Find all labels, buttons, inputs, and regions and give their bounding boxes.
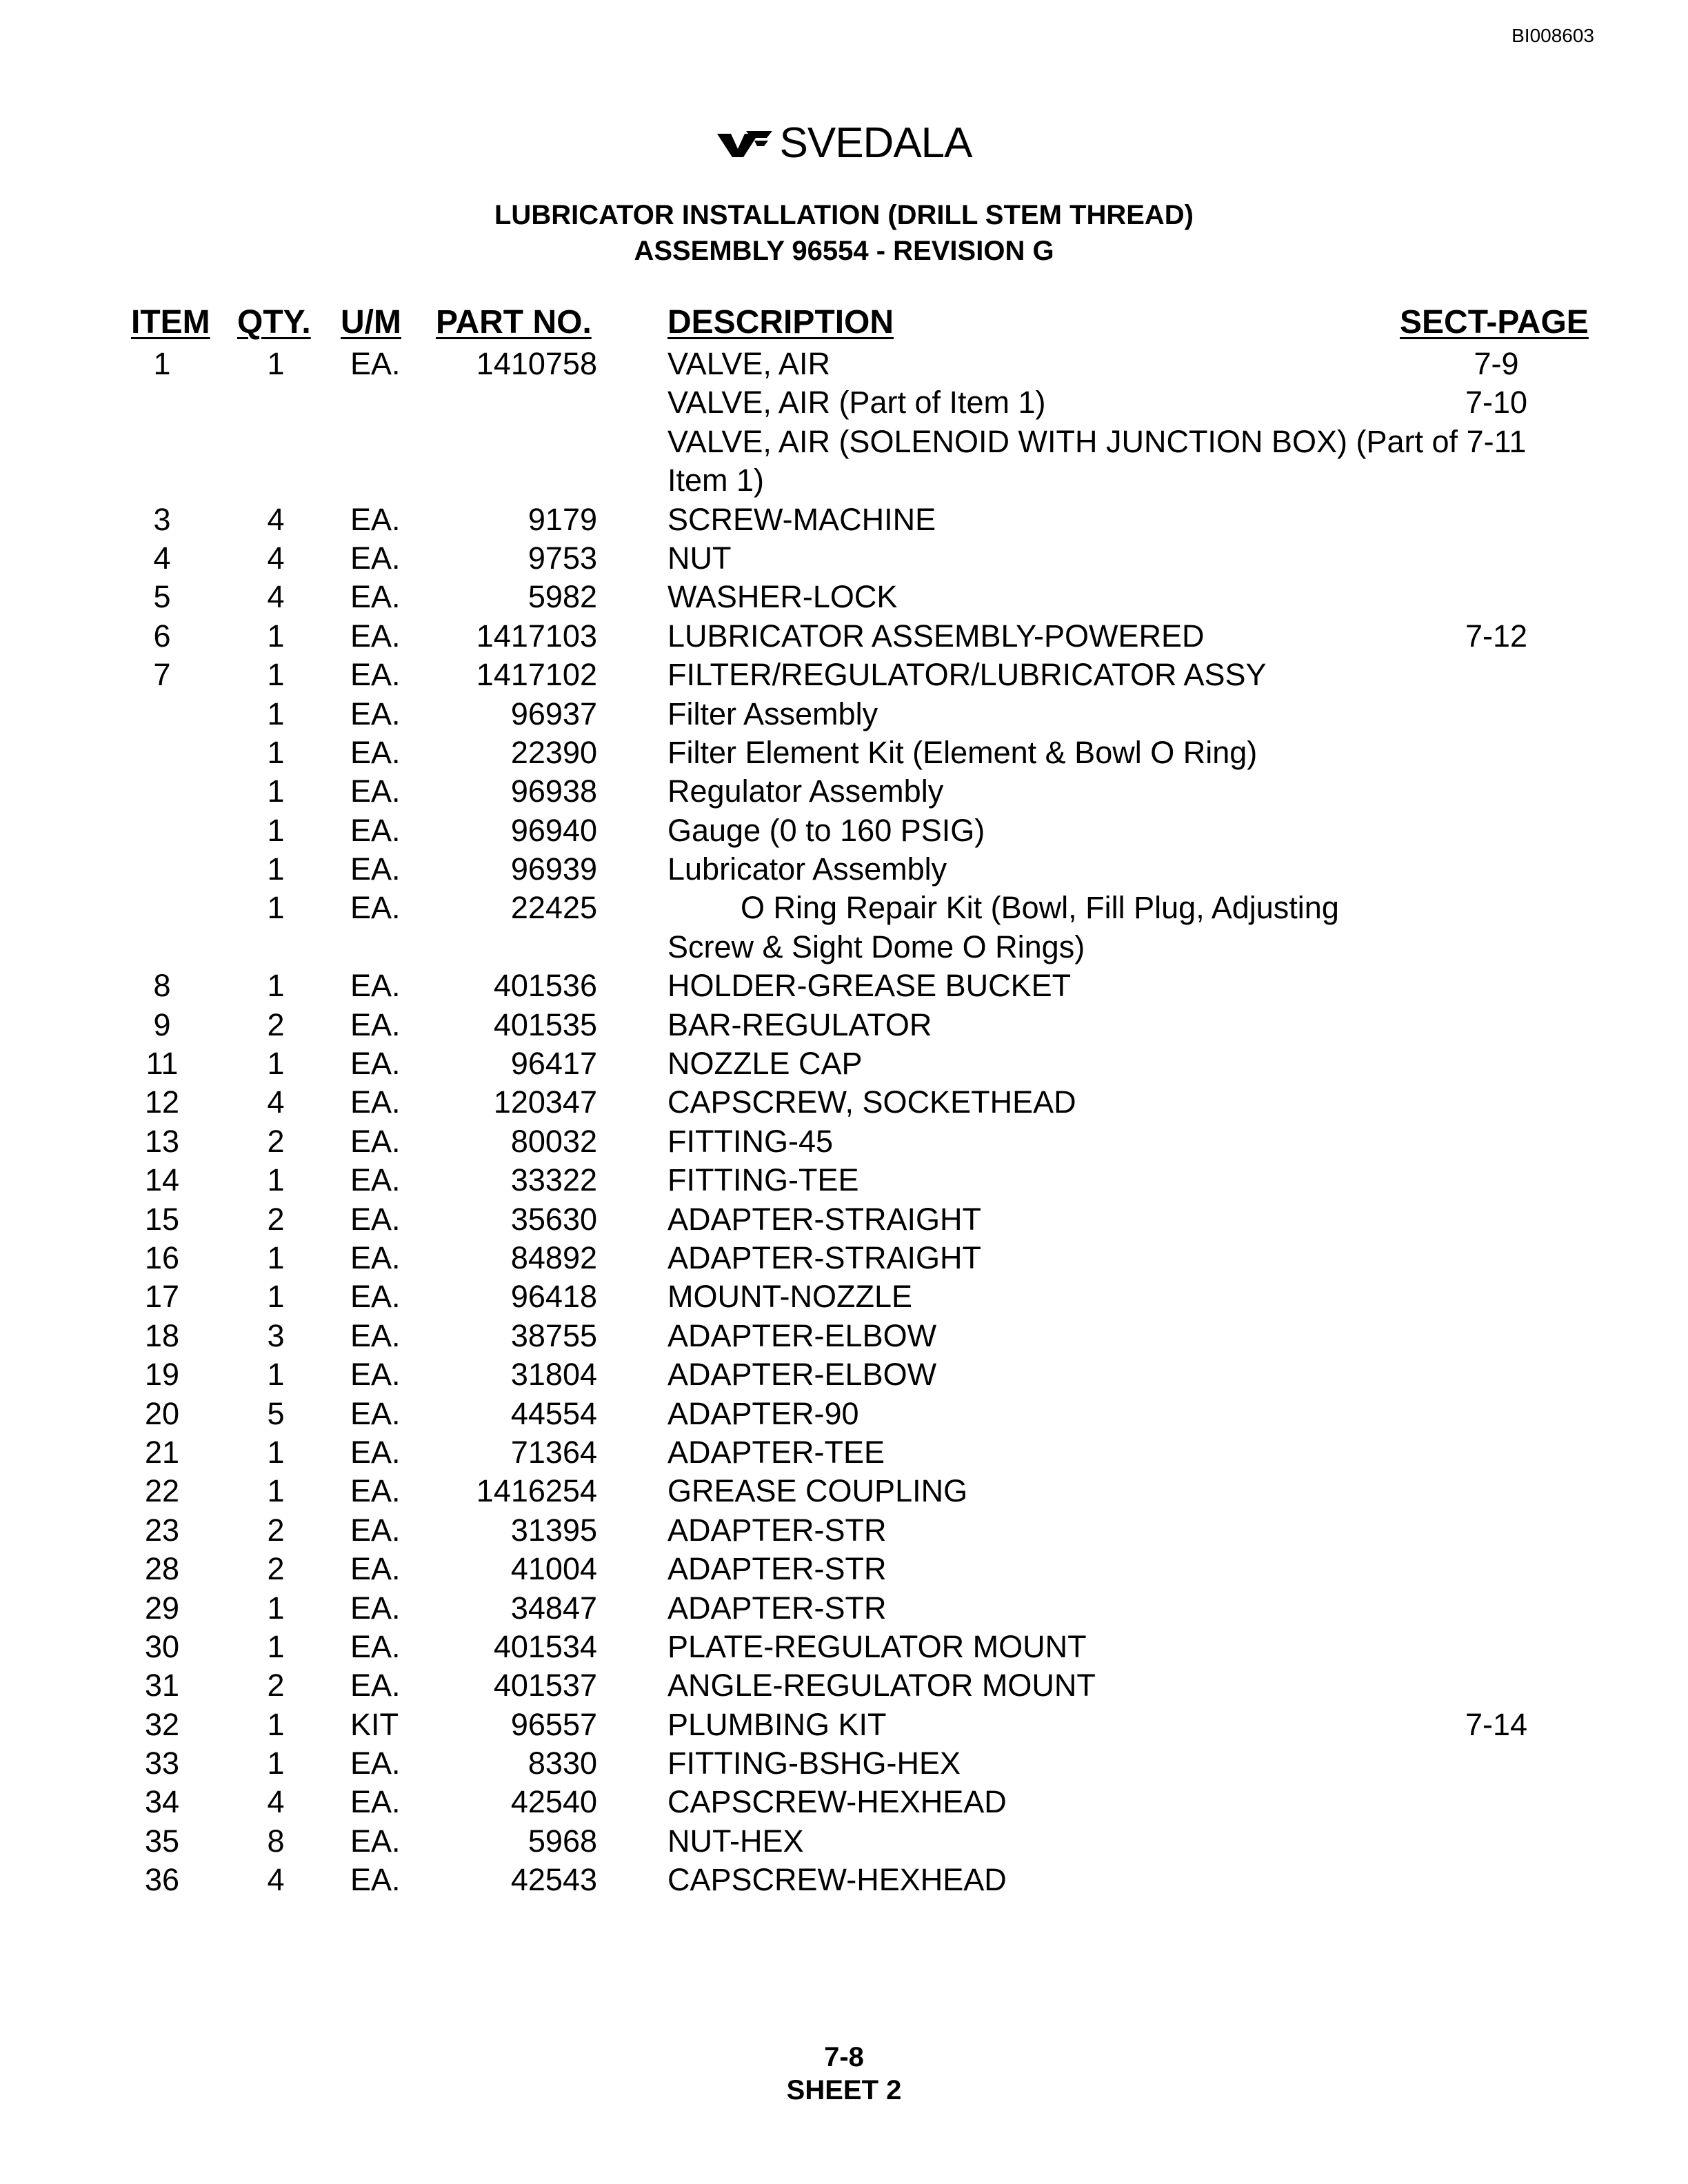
description-cell: WASHER-LOCK: [667, 579, 898, 615]
um-cell: EA.: [350, 346, 401, 381]
description-cell: Regulator Assembly: [667, 774, 944, 809]
table-row: [0, 889, 1688, 927]
part-number-cell: 96938: [510, 774, 597, 809]
qty-cell: 1: [267, 1628, 285, 1664]
part-number-cell: 401535: [493, 1007, 597, 1042]
qty-cell: 1: [267, 696, 285, 731]
um-cell: EA.: [350, 812, 401, 848]
description-cell: FILTER/REGULATOR/LUBRICATOR ASSY: [667, 657, 1267, 693]
part-number-cell: 96417: [510, 1046, 597, 1082]
table-row: [0, 1628, 1688, 1666]
qty-cell: 4: [267, 579, 285, 615]
sect-page-cell: 7-9: [1474, 346, 1519, 381]
part-number-cell: 401537: [493, 1668, 597, 1703]
table-row: [0, 1472, 1688, 1510]
item-cell: 29: [144, 1590, 180, 1626]
part-number-cell: 34847: [510, 1590, 597, 1626]
item-cell: 33: [144, 1746, 180, 1781]
item-cell: 28: [144, 1551, 180, 1587]
um-cell: EA.: [350, 1512, 401, 1548]
item-cell: 3: [153, 501, 171, 537]
description-cell: FITTING-45: [667, 1123, 834, 1159]
um-cell: EA.: [350, 501, 401, 537]
qty-cell: 1: [267, 1162, 285, 1198]
table-row: [0, 1783, 1688, 1821]
table-row: [0, 1239, 1688, 1277]
part-number-cell: 41004: [510, 1551, 597, 1587]
description-cell: ADAPTER-STR: [667, 1512, 887, 1548]
table-row: [0, 1083, 1688, 1122]
description-cell: ADAPTER-90: [667, 1395, 859, 1431]
qty-cell: 2: [267, 1668, 285, 1703]
description-cell: ADAPTER-STR: [667, 1551, 887, 1587]
sect-page-cell: 7-11: [1466, 423, 1527, 459]
um-cell: EA.: [350, 1007, 401, 1042]
qty-cell: 2: [267, 1551, 285, 1587]
part-number-cell: 33322: [510, 1162, 597, 1198]
part-number-cell: 9179: [528, 501, 597, 537]
description-cell: Filter Assembly: [667, 696, 878, 731]
qty-cell: 8: [267, 1823, 285, 1859]
description-cell: NUT-HEX: [667, 1823, 804, 1859]
part-number-cell: 42540: [510, 1784, 597, 1820]
qty-cell: 1: [267, 890, 285, 926]
description-cell: Lubricator Assembly: [667, 851, 947, 887]
qty-cell: 4: [267, 540, 285, 576]
logo-text: SVEDALA: [779, 119, 972, 167]
table-row: [0, 1706, 1688, 1744]
description-cell: ADAPTER-ELBOW: [667, 1317, 937, 1353]
table-row: [0, 1589, 1688, 1628]
description-cell: NOZZLE CAP: [667, 1046, 863, 1082]
description-cell: VALVE, AIR: [667, 346, 830, 381]
um-cell: EA.: [350, 1473, 401, 1509]
header-description: DESCRIPTION: [667, 304, 894, 341]
part-number-cell: 96937: [510, 696, 597, 731]
table-row: [0, 928, 1688, 967]
table-row: [0, 734, 1688, 772]
um-cell: EA.: [350, 1162, 401, 1198]
part-number-cell: 96939: [510, 851, 597, 887]
table-row: [0, 695, 1688, 734]
item-cell: 34: [144, 1784, 180, 1820]
part-number-cell: 96940: [510, 812, 597, 848]
qty-cell: 1: [267, 1746, 285, 1781]
table-row: [0, 1200, 1688, 1239]
part-number-cell: 22390: [510, 734, 597, 770]
item-cell: 7: [153, 657, 171, 693]
header-um: U/M: [341, 304, 401, 341]
assembly-subtitle: ASSEMBLY 96554 - REVISION G: [634, 236, 1054, 266]
table-row: [0, 1122, 1688, 1161]
item-cell: 9: [153, 1007, 171, 1042]
um-cell: EA.: [350, 1240, 401, 1275]
qty-cell: 4: [267, 501, 285, 537]
description-cell: ANGLE-REGULATOR MOUNT: [667, 1668, 1096, 1703]
description-cell: VALVE, AIR (Part of Item 1): [667, 385, 1046, 421]
description-cell: CAPSCREW, SOCKETHEAD: [667, 1084, 1076, 1120]
document-title: LUBRICATOR INSTALLATION (DRILL STEM THREAD): [494, 200, 1194, 230]
qty-cell: 1: [267, 1357, 285, 1393]
table-row: [0, 1044, 1688, 1083]
table-row: [0, 1861, 1688, 1899]
qty-cell: 1: [267, 1046, 285, 1082]
description-cell: SCREW-MACHINE: [667, 501, 936, 537]
item-cell: 6: [153, 618, 171, 654]
qty-cell: 1: [267, 851, 285, 887]
description-cell: MOUNT-NOZZLE: [667, 1279, 912, 1315]
part-number-cell: 96418: [510, 1279, 597, 1315]
description-cell: VALVE, AIR (SOLENOID WITH JUNCTION BOX) (Part of: [667, 423, 1458, 459]
sect-page-cell: 7-12: [1465, 618, 1528, 654]
item-cell: 4: [153, 540, 171, 576]
sect-page-cell: 7-14: [1465, 1706, 1528, 1742]
table-row: [0, 1666, 1688, 1705]
um-cell: EA.: [350, 1746, 401, 1781]
table-row: [0, 811, 1688, 850]
um-cell: EA.: [350, 1046, 401, 1082]
part-number-cell: 5982: [528, 579, 597, 615]
table-row: [0, 850, 1688, 889]
description-cell: CAPSCREW-HEXHEAD: [667, 1784, 1007, 1820]
qty-cell: 2: [267, 1512, 285, 1548]
header-sect-page: SECT-PAGE: [1400, 304, 1589, 341]
table-row: [0, 1550, 1688, 1588]
table-row: [0, 383, 1688, 422]
um-cell: EA.: [350, 1084, 401, 1120]
part-number-cell: 38755: [510, 1317, 597, 1353]
qty-cell: 3: [267, 1317, 285, 1353]
header-item: ITEM: [131, 304, 210, 341]
sheet-number: SHEET 2: [786, 2075, 902, 2105]
part-number-cell: 1417102: [476, 657, 597, 693]
qty-cell: 1: [267, 774, 285, 809]
item-cell: 16: [144, 1240, 180, 1275]
part-number-cell: 22425: [510, 890, 597, 926]
table-row: [0, 1395, 1688, 1433]
qty-cell: 1: [267, 657, 285, 693]
item-cell: 36: [144, 1862, 180, 1898]
um-cell: EA.: [350, 1823, 401, 1859]
um-cell: EA.: [350, 1201, 401, 1237]
description-cell: FITTING-BSHG-HEX: [667, 1746, 961, 1781]
description-cell: HOLDER-GREASE BUCKET: [667, 968, 1072, 1004]
item-cell: 30: [144, 1628, 180, 1664]
um-cell: EA.: [350, 734, 401, 770]
um-cell: EA.: [350, 1551, 401, 1587]
item-cell: 13: [144, 1123, 180, 1159]
description-cell: ADAPTER-ELBOW: [667, 1357, 937, 1393]
um-cell: EA.: [350, 1123, 401, 1159]
um-cell: EA.: [350, 579, 401, 615]
um-cell: EA.: [350, 1357, 401, 1393]
description-cell: Screw & Sight Dome O Rings): [667, 929, 1085, 964]
um-cell: EA.: [350, 1279, 401, 1315]
qty-cell: 1: [267, 346, 285, 381]
part-number-cell: 44554: [510, 1395, 597, 1431]
qty-cell: 1: [267, 1590, 285, 1626]
table-row: [0, 1433, 1688, 1472]
um-cell: EA.: [350, 968, 401, 1004]
part-number-cell: 96557: [510, 1706, 597, 1742]
description-cell: ADAPTER-STRAIGHT: [667, 1201, 982, 1237]
um-cell: KIT: [350, 1706, 399, 1742]
item-cell: 1: [153, 346, 171, 381]
description-cell: CAPSCREW-HEXHEAD: [667, 1862, 1007, 1898]
qty-cell: 1: [267, 1279, 285, 1315]
um-cell: EA.: [350, 1590, 401, 1626]
um-cell: EA.: [350, 851, 401, 887]
part-number-cell: 80032: [510, 1123, 597, 1159]
um-cell: EA.: [350, 1668, 401, 1703]
part-number-cell: 42543: [510, 1862, 597, 1898]
um-cell: EA.: [350, 657, 401, 693]
um-cell: EA.: [350, 696, 401, 731]
um-cell: EA.: [350, 540, 401, 576]
qty-cell: 1: [267, 1473, 285, 1509]
item-cell: 31: [144, 1668, 180, 1703]
description-cell: Gauge (0 to 160 PSIG): [667, 812, 985, 848]
part-number-cell: 120347: [493, 1084, 597, 1120]
qty-cell: 2: [267, 1201, 285, 1237]
part-number-cell: 71364: [510, 1434, 597, 1470]
table-row: [0, 461, 1688, 500]
qty-cell: 1: [267, 968, 285, 1004]
description-cell: ADAPTER-TEE: [667, 1434, 885, 1470]
description-cell: Filter Element Kit (Element & Bowl O Ring): [667, 734, 1258, 770]
um-cell: EA.: [350, 774, 401, 809]
um-cell: EA.: [350, 1434, 401, 1470]
item-cell: 8: [153, 968, 171, 1004]
part-number-cell: 8330: [528, 1746, 597, 1781]
table-row: [0, 539, 1688, 578]
part-number-cell: 1416254: [476, 1473, 597, 1509]
description-cell: GREASE COUPLING: [667, 1473, 968, 1509]
description-cell: PLUMBING KIT: [667, 1706, 887, 1742]
table-row: [0, 1355, 1688, 1394]
qty-cell: 4: [267, 1862, 285, 1898]
description-cell: ADAPTER-STR: [667, 1590, 887, 1626]
qty-cell: 2: [267, 1007, 285, 1042]
description-cell: PLATE-REGULATOR MOUNT: [667, 1628, 1087, 1664]
um-cell: EA.: [350, 1317, 401, 1353]
item-cell: 11: [145, 1046, 179, 1082]
part-number-cell: 5968: [528, 1823, 597, 1859]
table-row: [0, 501, 1688, 539]
table-row: [0, 578, 1688, 616]
qty-cell: 2: [267, 1123, 285, 1159]
qty-cell: 5: [267, 1395, 285, 1431]
table-row: [0, 967, 1688, 1005]
um-cell: EA.: [350, 618, 401, 654]
company-logo: [0, 119, 1688, 168]
qty-cell: 4: [267, 1084, 285, 1120]
table-row: [0, 617, 1688, 656]
um-cell: EA.: [350, 1784, 401, 1820]
item-cell: 21: [144, 1434, 180, 1470]
table-row: [0, 1317, 1688, 1355]
part-number-cell: 31395: [510, 1512, 597, 1548]
part-number-cell: 84892: [510, 1240, 597, 1275]
qty-cell: 1: [267, 1240, 285, 1275]
description-cell: LUBRICATOR ASSEMBLY-POWERED: [667, 618, 1205, 654]
um-cell: EA.: [350, 1628, 401, 1664]
svedala-chevron-logo-icon: [716, 128, 774, 159]
part-number-cell: 401534: [493, 1628, 597, 1664]
item-cell: 15: [144, 1201, 180, 1237]
table-row: [0, 1161, 1688, 1200]
table-row: [0, 345, 1688, 383]
description-cell: BAR-REGULATOR: [667, 1007, 932, 1042]
description-cell: ADAPTER-STRAIGHT: [667, 1240, 982, 1275]
part-number-cell: 9753: [528, 540, 597, 576]
table-row: [0, 1744, 1688, 1783]
description-cell: NUT: [667, 540, 732, 576]
item-cell: 19: [144, 1357, 180, 1393]
table-row: [0, 1277, 1688, 1316]
part-number-cell: 1417103: [476, 618, 597, 654]
part-number-cell: 31804: [510, 1357, 597, 1393]
item-cell: 18: [144, 1317, 180, 1353]
qty-cell: 1: [267, 1434, 285, 1470]
description-cell: O Ring Repair Kit (Bowl, Fill Plug, Adjusting: [741, 890, 1339, 926]
table-row: [0, 1511, 1688, 1550]
part-number-cell: 35630: [510, 1201, 597, 1237]
table-row: [0, 772, 1688, 811]
qty-cell: 1: [267, 618, 285, 654]
part-number-cell: 401536: [493, 968, 597, 1004]
table-row: [0, 1006, 1688, 1044]
sect-page-cell: 7-10: [1465, 385, 1528, 421]
item-cell: 12: [144, 1084, 180, 1120]
parts-list: [0, 345, 1688, 1900]
qty-cell: 1: [267, 1706, 285, 1742]
page-number: 7-8: [824, 2042, 864, 2072]
header-part-no: PART NO.: [436, 304, 592, 341]
part-number-cell: 1410758: [476, 346, 597, 381]
description-cell: FITTING-TEE: [667, 1162, 859, 1198]
item-cell: 17: [144, 1279, 180, 1315]
header-qty: QTY.: [237, 304, 311, 341]
table-row: [0, 423, 1688, 461]
item-cell: 5: [153, 579, 171, 615]
um-cell: EA.: [350, 1862, 401, 1898]
um-cell: EA.: [350, 1395, 401, 1431]
item-cell: 20: [144, 1395, 180, 1431]
qty-cell: 1: [267, 734, 285, 770]
document-id: BI008603: [1511, 25, 1594, 46]
qty-cell: 1: [267, 812, 285, 848]
um-cell: EA.: [350, 890, 401, 926]
qty-cell: 4: [267, 1784, 285, 1820]
table-row: [0, 656, 1688, 694]
item-cell: 35: [144, 1823, 180, 1859]
item-cell: 14: [144, 1162, 180, 1198]
item-cell: 22: [144, 1473, 180, 1509]
item-cell: 23: [144, 1512, 180, 1548]
table-row: [0, 1822, 1688, 1861]
description-cell: Item 1): [667, 463, 765, 498]
item-cell: 32: [144, 1706, 180, 1742]
